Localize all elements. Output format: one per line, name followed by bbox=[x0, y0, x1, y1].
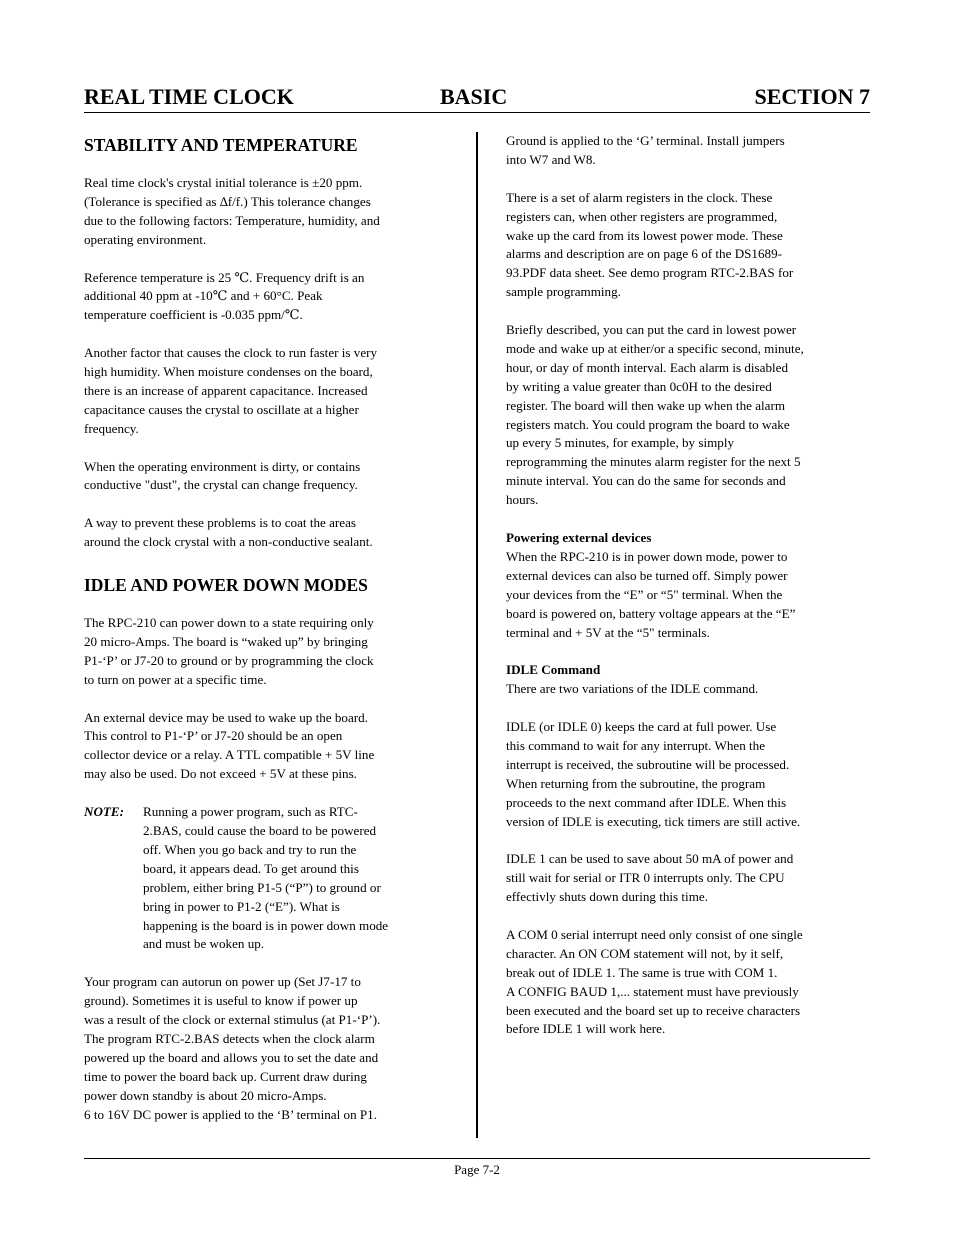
paragraph: A COM 0 serial interrupt need only consist of one single character. An ON COM statement will not, by it self, break out of IDLE 1. The same is true with COM 1. A CONFIG BAUD 1,... statement must have previously been executed and the board set up to receive characters before IDLE 1 will work here. bbox=[506, 926, 803, 1037]
page-number: Page 7-2 bbox=[454, 1162, 500, 1177]
column-divider bbox=[476, 132, 478, 1138]
paragraph: Another factor that causes the clock to run faster is very high humidity. When moisture condenses on the board, there is an increase of apparent capacitance. Increased capacitance causes the crystal to oscillate at a higher frequency. bbox=[84, 345, 378, 436]
paragraph: A way to prevent these problems is to coat the areas around the clock crystal with a non-conductive sealant. bbox=[84, 515, 373, 550]
header-title: REAL TIME CLOCK bbox=[84, 84, 294, 109]
paragraph: When the operating environment is dirty, or contains conductive "dust", the crystal can change frequency. bbox=[84, 458, 361, 493]
paragraph: When the RPC-210 is in power down mode, power to external devices can also be turned off. Simply power your devices from the “E” or “5" terminal. When the board is powered on, battery voltage appears at the “E” terminal and + 5V at the “5" terminals. bbox=[506, 548, 796, 640]
stability-heading: STABILITY AND TEMPERATURE bbox=[84, 135, 358, 155]
header-topic: BASIC bbox=[440, 84, 508, 109]
note-text: Running a power program, such as RTC- 2.BAS, could cause the board to be powered off. When you go back and try to run the board, it appears dead. To get around this problem, either bring P1-5 (“P”) to ground or bring in power to P1-2 (“E”). What is happening is the board is in power down mode and must be woken up. bbox=[143, 804, 389, 952]
paragraph: Ground is applied to the ‘G’ terminal. Install jumpers into W7 and W8. bbox=[506, 133, 785, 167]
paragraph: Your program can autorun on power up (Set J7-17 to ground). Sometimes it is useful to know if power up was a result of the clock or external stimulus (at P1-‘P’). The program RTC-2.BAS detects when the clock alarm powered up the board and allows you to set the date and time to power the board back up. Current draw during power down standby is about 20 micro-Amps. 6 to 16V DC power is applied to the ‘B’ terminal on P1. bbox=[84, 974, 381, 1122]
note-label: NOTE: bbox=[84, 804, 125, 820]
left-column bbox=[84, 134, 454, 1124]
paragraph: Briefly described, you can put the card in lowest power mode and wake up at either/or a specific second, minute, hour, or day of month interval. Each alarm is disabled by writing a value greater than 0c0H to the desired register. The board will then wake up when the alarm registers match. You could program the board to wake up every 5 minutes, for example, by simply reprogramming the minutes alarm register for the next 5 minute interval. You can do the same for seconds and hours. bbox=[506, 322, 804, 508]
paragraph: Reference temperature is 25 ℃. Frequency drift is an additional 40 ppm at -10℃ and + 60°C. Peak temperature coefficient is -0.035 ppm/℃. bbox=[84, 269, 365, 323]
right-column bbox=[506, 132, 872, 1039]
idle-command-subheading: IDLE Command bbox=[506, 662, 601, 678]
paragraph: Real time clock's crystal initial tolerance is ±20 ppm. (Tolerance is specified as ∆f/f.) This tolerance changes due to the following factors: Temperature, humidity, and operating environment. bbox=[84, 175, 380, 247]
header-rule bbox=[84, 112, 870, 113]
paragraph: IDLE (or IDLE 0) keeps the card at full power. Use this command to wait for any interrupt. When the interrupt is received, the subroutine will be processed. When returning from the subroutine, the program proceeds to the next command after IDLE. When this version of IDLE is executing, tick timers are still active. bbox=[506, 719, 801, 829]
paragraph: There are two variations of the IDLE command. bbox=[506, 681, 759, 697]
paragraph: The RPC-210 can power down to a state requiring only 20 micro-Amps. The board is “waked up” by bringing P1-‘P’ or J7-20 to ground or by programming the clock to turn on power at a specific time. bbox=[84, 615, 374, 687]
header-section: SECTION 7 bbox=[754, 84, 870, 109]
paragraph: IDLE 1 can be used to save about 50 mA of power and still wait for serial or ITR 0 interrupts only. The CPU effectivly shuts down during this time. bbox=[506, 851, 794, 905]
idle-heading: IDLE AND POWER DOWN MODES bbox=[84, 575, 368, 596]
footer-rule bbox=[84, 1158, 870, 1159]
note-block bbox=[84, 803, 454, 954]
page-header bbox=[84, 84, 870, 114]
paragraph: An external device may be used to wake up the board. This control to P1-‘P’ or J7-20 should be an open collector device or a relay. A TTL compatible + 5V line may also be used. Do not exceed + 5V at these pins. bbox=[84, 709, 375, 782]
paragraph: There is a set of alarm registers in the clock. These registers can, when other registers are programmed, wake up the card from its lowest power mode. These alarms and description are on page 6 of the DS1689- 93.PDF data sheet. See demo program RTC-2.BAS for sample programming. bbox=[506, 189, 794, 300]
powering-subheading: Powering external devices bbox=[506, 529, 652, 545]
